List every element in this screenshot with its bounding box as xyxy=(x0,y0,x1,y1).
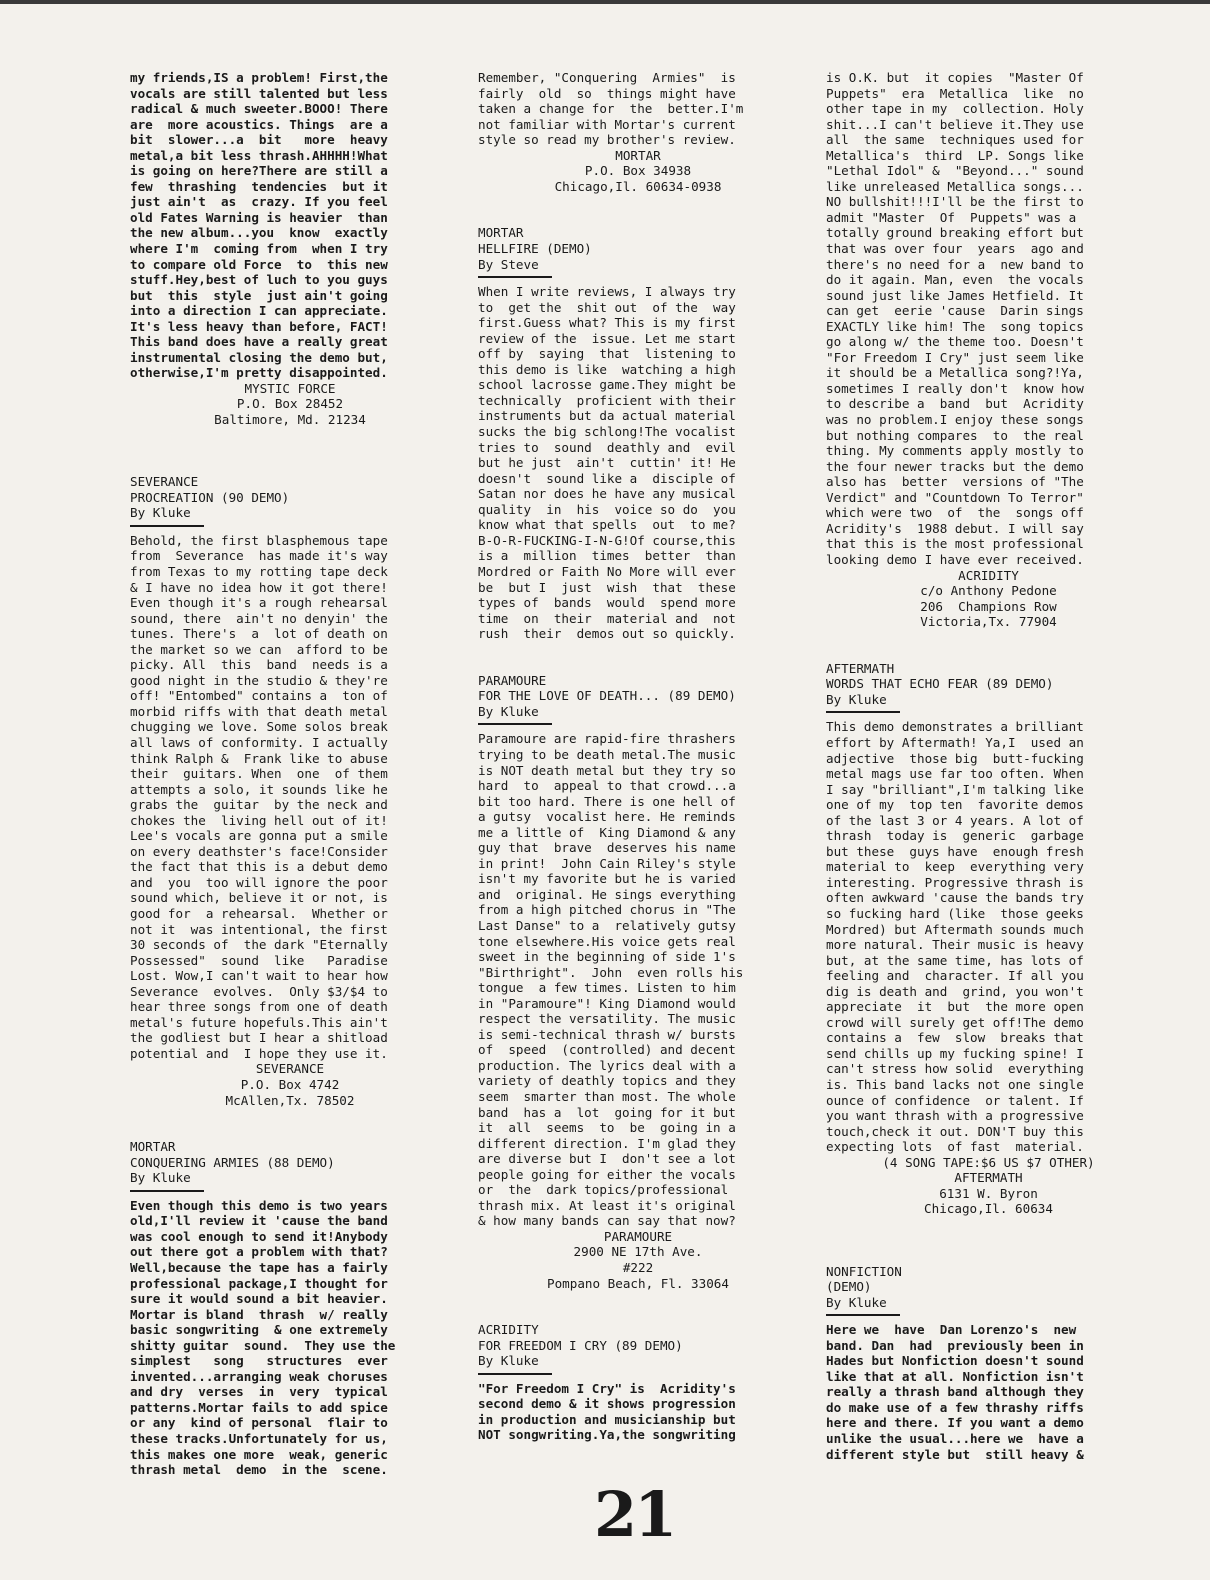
review-heading xyxy=(478,225,798,272)
body-line: not it was intentional, the first xyxy=(130,921,388,937)
body-line: people going for either the vocals xyxy=(478,1166,736,1182)
body-line: off by saying that listening to xyxy=(478,346,736,362)
release-title: HELLFIRE (DEMO) xyxy=(478,241,592,257)
review-body xyxy=(130,533,450,1062)
body-line: band. Dan had previously been in xyxy=(826,1337,1084,1353)
body-line: Acridity's 1988 debut. I will say xyxy=(826,520,1084,536)
body-line: & how many bands can say that now? xyxy=(478,1213,736,1229)
section-spacer xyxy=(826,1217,1151,1264)
body-line: can't stress how solid everything xyxy=(826,1061,1084,1077)
body-line: metal mags use far too often. When xyxy=(826,766,1084,782)
body-line: This band does have a really great xyxy=(130,334,388,350)
body-line: old Fates Warning is heavier than xyxy=(130,209,388,225)
body-line: like unreleased Metallica songs... xyxy=(826,178,1084,194)
band-name: MORTAR xyxy=(478,225,524,241)
body-line: unlike the usual...here we have a xyxy=(826,1431,1084,1447)
review-heading xyxy=(826,661,1151,708)
body-line: invented...arranging weak choruses xyxy=(130,1368,388,1384)
band-address xyxy=(826,568,1151,630)
body-line: Here we have Dan Lorenzo's new xyxy=(826,1322,1077,1338)
body-line: Severance evolves. Only $3/$4 to xyxy=(130,983,388,999)
body-line: school lacrosse game.They might be xyxy=(478,377,736,393)
review-heading xyxy=(478,1322,798,1369)
body-line: time on their material and not xyxy=(478,610,736,626)
body-line: Last Danse" to a relatively gutsy xyxy=(478,917,736,933)
body-line: & I have no idea how it got there! xyxy=(130,579,388,595)
body-line: simplest song structures ever xyxy=(130,1353,388,1369)
band-address xyxy=(478,1229,798,1291)
body-line: the godliest but I hear a shitload xyxy=(130,1030,388,1046)
body-line: totally ground breaking effort but xyxy=(826,225,1084,241)
body-line: respect the versatility. The music xyxy=(478,1011,736,1027)
body-line: hear three songs from one of death xyxy=(130,999,388,1015)
body-line: the fact that this is a debut demo xyxy=(130,859,388,875)
body-line: patterns.Mortar fails to add spice xyxy=(130,1399,388,1415)
body-line: shitty guitar sound. They use the xyxy=(130,1337,396,1353)
reviewer-byline: By Kluke xyxy=(826,691,887,707)
body-line: it should be a Metallica song?!Ya, xyxy=(826,365,1084,381)
body-line: Hades but Nonfiction doesn't sound xyxy=(826,1353,1084,1369)
review-body xyxy=(478,70,798,148)
review-body xyxy=(130,1198,450,1478)
address-line: SEVERANCE xyxy=(255,1061,325,1077)
heading-underline-rule xyxy=(826,1314,900,1316)
body-line: Verdict" and "Countdown To Terror" xyxy=(826,489,1084,505)
address-line: AFTERMATH xyxy=(954,1170,1023,1186)
body-line: Remember, "Conquering Armies" is xyxy=(478,70,736,85)
body-line: metal's future hopefuls.This ain't xyxy=(130,1014,388,1030)
review-body xyxy=(826,1322,1151,1462)
address-line: 6131 W. Byron xyxy=(939,1185,1038,1201)
body-line: sucks the big schlong!The vocalist xyxy=(478,424,736,440)
body-line: Metallica's third LP. Songs like xyxy=(826,147,1084,163)
body-line: but nothing compares to the real xyxy=(826,427,1084,443)
body-line: dig is death and grind, you won't xyxy=(826,983,1084,999)
review-body xyxy=(826,719,1151,1154)
body-line: "For Freedom I Cry" just seem like xyxy=(826,349,1084,365)
body-line: is semi-technical thrash w/ bursts xyxy=(478,1026,736,1042)
body-line: first.Guess what? This is my first xyxy=(478,315,736,331)
body-line: admit "Master Of Puppets" was a xyxy=(826,209,1077,225)
body-line: was cool enough to send it!Anybody xyxy=(130,1228,388,1244)
body-line: bit slower...a bit more heavy xyxy=(130,132,388,148)
body-line: old,I'll review it 'cause the band xyxy=(130,1213,388,1229)
body-line: When I write reviews, I always try xyxy=(478,284,736,300)
body-line: chugging we love. Some solos break xyxy=(130,719,388,735)
body-line: to compare old Force to this new xyxy=(130,256,388,272)
body-line: bit too hard. There is one hell of xyxy=(478,793,736,809)
body-line: ounce of confidence or talent. If xyxy=(826,1092,1084,1108)
body-line: like that at all. Nonfiction isn't xyxy=(826,1368,1084,1384)
body-line: think Ralph & Frank like to abuse xyxy=(130,750,388,766)
body-line: Puppets" era Metallica like no xyxy=(826,85,1084,101)
body-line: stuff.Hey,best of luch to you guys xyxy=(130,272,388,288)
heading-underline-rule xyxy=(130,525,204,527)
body-line: sound which, believe it or not, is xyxy=(130,890,388,906)
body-line: second demo & it shows progression xyxy=(478,1396,736,1412)
body-line: and original. He sings everything xyxy=(478,886,736,902)
section-spacer xyxy=(130,428,450,475)
section-spacer xyxy=(478,1291,798,1322)
body-line: do make use of a few thrashy riffs xyxy=(826,1399,1084,1415)
body-line: different direction. I'm glad they xyxy=(478,1135,736,1151)
body-line: are diverse but I don't see a lot xyxy=(478,1151,736,1167)
body-line: but, at the same time, has lots of xyxy=(826,952,1084,968)
band-address xyxy=(478,148,798,195)
body-line: trying to be death metal.The music xyxy=(478,746,736,762)
body-line: Mortar is bland thrash w/ really xyxy=(130,1306,388,1322)
body-line: morbid riffs with that death metal xyxy=(130,703,388,719)
review-body xyxy=(130,70,450,381)
body-line: the market so we can afford to be xyxy=(130,641,388,657)
body-line: production. The lyrics deal with a xyxy=(478,1057,736,1073)
address-line: Baltimore, Md. 21234 xyxy=(214,412,366,428)
body-line: types of bands would spend more xyxy=(478,595,736,611)
body-line: Mordred) but Aftermath sounds much xyxy=(826,921,1084,937)
body-line: the four newer tracks but the demo xyxy=(826,458,1084,474)
address-line: PARAMOURE xyxy=(603,1228,673,1244)
body-line: my friends,IS a problem! First,the xyxy=(130,70,388,85)
address-line: Chicago,Il. 60634 xyxy=(924,1201,1053,1217)
body-line: sure it would sound a bit heavier. xyxy=(130,1291,388,1307)
body-line: which were two of the songs off xyxy=(826,505,1084,521)
body-line: NO bullshit!!!I'll be the first to xyxy=(826,194,1084,210)
body-line: Paramoure are rapid-fire thrashers xyxy=(478,731,736,747)
body-line: often awkward 'cause the bands try xyxy=(826,890,1084,906)
body-line: Even though this demo is two years xyxy=(130,1197,388,1213)
body-line: variety of deathly topics and they xyxy=(478,1073,736,1089)
body-line: but this style just ain't going xyxy=(130,287,388,303)
section-spacer xyxy=(478,642,798,673)
release-title: FOR FREEDOM I CRY (89 DEMO) xyxy=(478,1337,683,1353)
body-line: thrash mix. At least it's original xyxy=(478,1197,736,1213)
body-line: is going on here?There are still a xyxy=(130,163,388,179)
body-line: is. This band lacks not one single xyxy=(826,1077,1084,1092)
body-line: off! "Entombed" contains a ton of xyxy=(130,688,388,704)
body-line: isn't my favorite but he is varied xyxy=(478,871,736,887)
body-line: thrash today is generic garbage xyxy=(826,828,1084,844)
body-line: one of my top ten favorite demos xyxy=(826,797,1084,813)
body-line: different style but still heavy & xyxy=(826,1446,1084,1462)
body-line: material to keep everything very xyxy=(826,859,1084,875)
body-line: other tape in my collection. Holy xyxy=(826,101,1084,117)
body-line: of speed (controlled) and decent xyxy=(478,1042,736,1058)
body-line: Even though it's a rough rehearsal xyxy=(130,595,388,611)
column-right xyxy=(826,70,1151,1462)
body-line: but he just ain't cuttin' it! He xyxy=(478,455,736,471)
address-line: 2900 NE 17th Ave. xyxy=(573,1244,703,1260)
review-body xyxy=(478,1381,798,1443)
body-line: from Texas to my rotting tape deck xyxy=(130,563,388,579)
release-title: WORDS THAT ECHO FEAR (89 DEMO) xyxy=(826,676,1054,692)
body-line: thing. My comments apply mostly to xyxy=(826,443,1084,459)
body-line: interesting. Progressive thrash is xyxy=(826,874,1084,890)
body-line: me a little of King Diamond & any xyxy=(478,824,736,840)
body-line: potential and I hope they use it. xyxy=(130,1045,388,1061)
review-heading xyxy=(130,474,450,521)
body-line: or the dark topics/professional xyxy=(478,1182,729,1198)
body-line: 30 seconds of the dark "Eternally xyxy=(130,937,388,953)
address-line: #222 xyxy=(622,1260,654,1276)
heading-underline-rule xyxy=(478,723,552,725)
body-line: or any kind of personal flair to xyxy=(130,1415,388,1431)
body-line: "For Freedom I Cry" is Acridity's xyxy=(478,1380,736,1396)
body-line: "Lethal Idol" & "Beyond..." sound xyxy=(826,163,1084,179)
reviewer-byline: By Steve xyxy=(478,256,539,272)
body-line: to get the shit out of the way xyxy=(478,299,736,315)
address-line: (4 SONG TAPE:$6 US $7 OTHER) xyxy=(882,1154,1095,1170)
body-line: it all seems to be going in a xyxy=(478,1120,736,1136)
body-line: EXACTLY like him! The song topics xyxy=(826,318,1084,334)
heading-underline-rule xyxy=(826,711,900,713)
body-line: doesn't sound like a disciple of xyxy=(478,470,736,486)
review-body xyxy=(826,70,1151,568)
body-line: rush their demos out so quickly. xyxy=(478,626,736,642)
body-line: B-O-R-FUCKING-I-N-G!Of course,this xyxy=(478,532,736,548)
body-line: just ain't as crazy. If you feel xyxy=(130,194,388,210)
review-heading xyxy=(478,673,798,720)
body-line: Behold, the first blasphemous tape xyxy=(130,532,388,548)
section-spacer xyxy=(130,1108,450,1139)
body-line: from a high pitched chorus in "The xyxy=(478,902,736,918)
body-line: from Severance has made it's way xyxy=(130,548,388,564)
body-line: that was over four years ago and xyxy=(826,241,1084,257)
body-line: seem smarter than most. The whole xyxy=(478,1089,736,1104)
body-line: grabs the guitar by the neck and xyxy=(130,797,388,813)
body-line: otherwise,I'm pretty disappointed. xyxy=(130,365,388,381)
body-line: instrumental closing the demo but, xyxy=(130,349,388,365)
body-line: It's less heavy than before, FACT! xyxy=(130,318,388,334)
body-line: This demo demonstrates a brilliant xyxy=(826,719,1084,735)
body-line: you want thrash with a progressive xyxy=(826,1108,1084,1124)
review-body xyxy=(478,731,798,1229)
body-line: in print! John Cain Riley's style xyxy=(478,855,736,871)
reviewer-byline: By Kluke xyxy=(130,505,191,521)
body-line: tone elsewhere.His voice gets real xyxy=(478,933,736,949)
body-line: can get eerie 'cause Darin sings xyxy=(826,303,1084,319)
body-line: really a thrash band although they xyxy=(826,1384,1084,1400)
body-line: good night in the studio & they're xyxy=(130,672,388,688)
address-line: ACRIDITY xyxy=(958,567,1019,583)
body-line: this makes one more weak, generic xyxy=(130,1446,388,1462)
body-line: expecting lots of fast material. xyxy=(826,1139,1084,1155)
body-line: so fucking hard (like those geeks xyxy=(826,905,1084,921)
body-line: to describe a band but Acridity xyxy=(826,396,1084,412)
body-line: guy that brave deserves his name xyxy=(478,840,736,856)
body-line: effort by Aftermath! Ya,I used an xyxy=(826,734,1084,750)
body-line: and dry verses in very typical xyxy=(130,1384,388,1400)
body-line: their guitars. When one of them xyxy=(130,766,388,782)
band-address xyxy=(130,1061,450,1108)
body-line: of the last 3 or 4 years. A lot of xyxy=(826,812,1084,828)
body-line: band has a lot going for it but xyxy=(478,1104,736,1120)
body-line: Well,because the tape has a fairly xyxy=(130,1260,388,1276)
body-line: but these guys have enough fresh xyxy=(826,843,1084,859)
body-line: and you too will ignore the poor xyxy=(130,874,388,890)
body-line: style so read my brother's review. xyxy=(478,132,736,148)
body-line: tries to sound deathly and evil xyxy=(478,439,736,455)
body-line: attempts a solo, it sounds like he xyxy=(130,781,388,797)
page-number: 21 xyxy=(594,1478,675,1551)
body-line: out there got a problem with that? xyxy=(130,1244,388,1260)
body-line: be but I just wish that these xyxy=(478,579,736,595)
body-line: chokes the living hell out of it! xyxy=(130,812,388,828)
body-line: is NOT death metal but they try so xyxy=(478,762,736,778)
body-line: looking demo I have ever received. xyxy=(826,551,1084,567)
body-line: is O.K. but it copies "Master Of xyxy=(826,70,1084,85)
band-name: MORTAR xyxy=(130,1139,176,1155)
body-line: instruments but da actual material xyxy=(478,408,736,424)
column-middle xyxy=(478,70,798,1443)
body-line: contains a few slow breaks that xyxy=(826,1030,1084,1046)
body-line: NOT songwriting.Ya,the songwriting xyxy=(478,1427,736,1443)
reviewer-byline: By Kluke xyxy=(130,1170,191,1186)
body-line: sound just like James Hetfield. It xyxy=(826,287,1084,303)
body-line: are more acoustics. Things are a xyxy=(130,116,388,132)
body-line: know what that spells out to me? xyxy=(478,517,736,533)
address-line: P.O. Box 28452 xyxy=(236,396,344,412)
band-name: PARAMOURE xyxy=(478,672,547,688)
body-line: where I'm coming from when I try xyxy=(130,241,388,257)
body-line: radical & much sweeter.BOOO! There xyxy=(130,101,388,117)
body-line: sound, there ain't no denyin' the xyxy=(130,610,388,626)
body-line: in "Paramoure"! King Diamond would xyxy=(478,995,736,1011)
body-line: Mordred or Faith No More will ever xyxy=(478,563,736,579)
body-line: all laws of conformity. I actually xyxy=(130,734,388,750)
heading-underline-rule xyxy=(130,1190,204,1192)
address-line: Chicago,Il. 60634-0938 xyxy=(554,178,722,194)
body-line: fairly old so things might have xyxy=(478,85,736,101)
band-address xyxy=(130,381,450,428)
body-line: is a million times better than xyxy=(478,548,736,564)
body-line: was no problem.I enjoy these songs xyxy=(826,412,1084,428)
section-spacer xyxy=(478,194,798,225)
body-line: more natural. Their music is heavy xyxy=(826,937,1084,953)
body-line: vocals are still talented but less xyxy=(130,85,388,101)
top-edge-line xyxy=(0,0,1210,4)
body-line: Lee's vocals are gonna put a smile xyxy=(130,828,388,844)
release-title: FOR THE LOVE OF DEATH... (89 DEMO) xyxy=(478,688,736,704)
body-line: picky. All this band needs is a xyxy=(130,657,388,673)
body-line: thrash metal demo in the scene. xyxy=(130,1462,388,1478)
body-line: shit...I can't believe it.They use xyxy=(826,116,1084,132)
body-line: on every deathster's face!Consider xyxy=(130,843,388,859)
body-line: review of the issue. Let me start xyxy=(478,330,736,346)
band-address xyxy=(826,1155,1151,1217)
section-spacer xyxy=(826,630,1151,661)
body-line: I say "brilliant",I'm talking like xyxy=(826,781,1084,797)
address-line: Pompano Beach, Fl. 33064 xyxy=(547,1275,729,1291)
body-line: taken a change for the better.I'm xyxy=(478,101,744,117)
reviewer-byline: By Kluke xyxy=(478,1353,539,1369)
body-line: the new album...you know exactly xyxy=(130,225,388,241)
body-line: crowd will surely get off!The demo xyxy=(826,1014,1084,1030)
band-name: AFTERMATH xyxy=(826,660,895,676)
body-line: quality in his voice so do you xyxy=(478,501,736,517)
review-heading xyxy=(130,1139,450,1186)
body-line: go along w/ the theme too. Doesn't xyxy=(826,334,1084,350)
address-line: Victoria,Tx. 77904 xyxy=(920,614,1057,630)
body-line: tongue a few times. Listen to him xyxy=(478,980,736,996)
body-line: Satan nor does he have any musical xyxy=(478,486,736,502)
body-line: tunes. There's a lot of death on xyxy=(130,626,388,642)
body-line: feeling and character. If all you xyxy=(826,968,1084,984)
body-line: adjective those big butt-fucking xyxy=(826,750,1084,766)
reviewer-byline: By Kluke xyxy=(826,1294,887,1310)
review-heading xyxy=(826,1264,1151,1311)
body-line: sometimes I really don't know how xyxy=(826,380,1084,396)
column-left xyxy=(130,70,450,1478)
body-line: this demo is like watching a high xyxy=(478,361,736,377)
address-line: P.O. Box 4742 xyxy=(240,1077,340,1092)
band-name: SEVERANCE xyxy=(130,474,199,490)
body-line: not familiar with Mortar's current xyxy=(478,116,736,132)
body-line: "Birthright". John even rolls his xyxy=(478,964,744,980)
body-line: Lost. Wow,I can't wait to hear how xyxy=(130,968,388,984)
address-line: P.O. Box 34938 xyxy=(584,163,692,179)
body-line: all the same techniques used for xyxy=(826,132,1084,148)
release-title: CONQUERING ARMIES (88 DEMO) xyxy=(130,1154,335,1170)
body-line: sweet in the beginning of side 1's xyxy=(478,949,736,965)
release-title: PROCREATION (90 DEMO) xyxy=(130,489,290,505)
body-line: few thrashing tendencies but it xyxy=(130,178,388,194)
address-line: 206 Champions Row xyxy=(920,598,1057,614)
body-line: good for a rehearsal. Whether or xyxy=(130,905,388,921)
reviewer-byline: By Kluke xyxy=(478,703,539,719)
body-line: Possessed" sound like Paradise xyxy=(130,952,388,968)
body-line: there's no need for a new band to xyxy=(826,256,1084,272)
heading-underline-rule xyxy=(478,1373,552,1375)
body-line: technically proficient with their xyxy=(478,392,736,408)
heading-underline-rule xyxy=(478,276,552,278)
body-line: touch,check it out. DON'T buy this xyxy=(826,1123,1084,1139)
body-line: here and there. If you want a demo xyxy=(826,1415,1084,1431)
release-title: (DEMO) xyxy=(826,1279,872,1295)
address-line: MYSTIC FORCE xyxy=(244,380,336,396)
body-line: do it again. Man, even the vocals xyxy=(826,272,1084,288)
address-line: MORTAR xyxy=(615,147,661,163)
band-name: NONFICTION xyxy=(826,1263,902,1279)
body-line: appreciate it but the more open xyxy=(826,999,1084,1015)
address-line: McAllen,Tx. 78502 xyxy=(225,1092,355,1108)
body-line: basic songwriting & one extremely xyxy=(130,1322,388,1338)
body-line: hard to appeal to that crowd...a xyxy=(478,778,736,794)
body-line: these tracks.Unfortunately for us, xyxy=(130,1431,388,1447)
body-line: a gutsy vocalist here. He reminds xyxy=(478,809,736,825)
address-line: c/o Anthony Pedone xyxy=(920,583,1057,599)
body-line: in production and musicianship but xyxy=(478,1411,736,1427)
body-line: into a direction I can appreciate. xyxy=(130,303,388,319)
band-name: ACRIDITY xyxy=(478,1322,539,1338)
body-line: that this is the most professional xyxy=(826,536,1084,552)
body-line: professional package,I thought for xyxy=(130,1275,388,1291)
body-line: also has better versions of "The xyxy=(826,474,1084,490)
review-body xyxy=(478,284,798,642)
body-line: send chills up my fucking spine! I xyxy=(826,1045,1084,1061)
body-line: metal,a bit less thrash.AHHHH!What xyxy=(130,147,388,163)
